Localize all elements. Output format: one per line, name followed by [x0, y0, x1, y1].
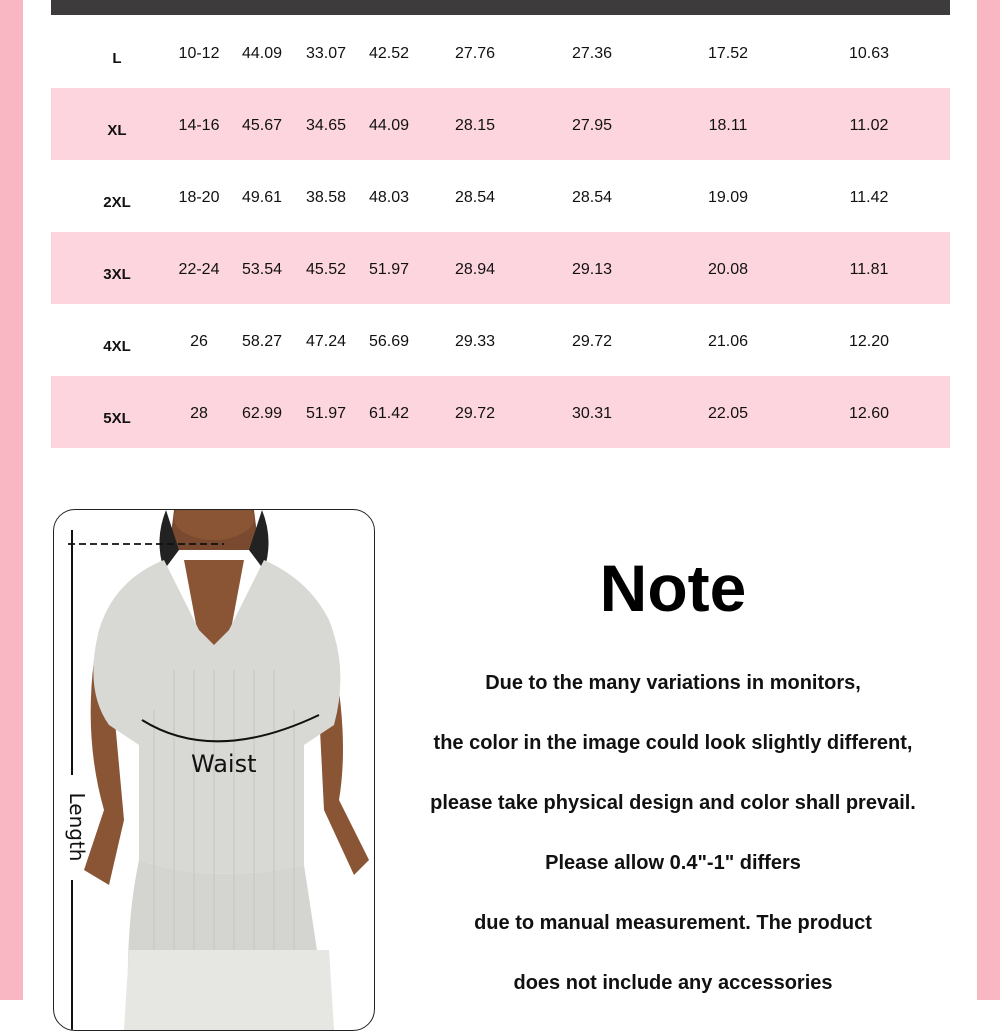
measurement-cell: 29.33 — [454, 333, 496, 350]
measurement-cell: 21.06 — [707, 333, 749, 350]
measurement-cell: 58.27 — [241, 333, 283, 350]
measurement-cell: 11.81 — [849, 261, 889, 278]
note-line: does not include any accessories — [513, 972, 833, 994]
measurement-cell: 14-16 — [178, 117, 220, 134]
table-row — [51, 16, 950, 88]
measurement-cell: 38.58 — [305, 189, 347, 206]
waist-label: Waist — [191, 750, 257, 778]
measurement-cell: 11.42 — [849, 189, 889, 206]
measurement-cell: 19.09 — [707, 189, 749, 206]
measurement-cell: 28.54 — [571, 189, 613, 206]
measurement-cell: 22-24 — [178, 261, 220, 278]
measurement-cell: 28 — [190, 405, 208, 422]
size-label: 4XL — [103, 338, 131, 355]
measurement-cell: 45.52 — [305, 261, 347, 278]
left-pink-border — [0, 0, 23, 1000]
table-row — [51, 88, 950, 160]
measurement-cell: 29.72 — [454, 405, 496, 422]
measurement-cell: 28.54 — [454, 189, 496, 206]
note-line: please take physical design and color shall prevail. — [430, 792, 916, 814]
product-measurement-diagram — [53, 509, 375, 1031]
measurement-cell: 56.69 — [368, 333, 410, 350]
table-row — [51, 232, 950, 304]
measurement-cell: 29.13 — [571, 261, 613, 278]
measurement-cell: 51.97 — [368, 261, 410, 278]
size-label: L — [112, 50, 122, 67]
measurement-cell: 27.36 — [571, 45, 613, 62]
table-header-bar — [51, 0, 950, 15]
measurement-cell: 53.54 — [241, 261, 283, 278]
measurement-cell: 27.76 — [454, 45, 496, 62]
measurement-cell: 30.31 — [571, 405, 613, 422]
measurement-cell: 51.97 — [305, 405, 347, 422]
measurement-cell: 22.05 — [707, 405, 749, 422]
measurement-cell: 18.11 — [708, 117, 748, 134]
measurement-cell: 28.94 — [454, 261, 496, 278]
measurement-cell: 62.99 — [241, 405, 283, 422]
right-pink-border — [977, 0, 1000, 1000]
measurement-cell: 12.60 — [848, 405, 890, 422]
measurement-cell: 44.09 — [368, 117, 410, 134]
table-row — [51, 304, 950, 376]
note-line: Due to the many variations in monitors, — [485, 672, 861, 694]
measurement-cell: 20.08 — [707, 261, 749, 278]
measurement-cell: 61.42 — [368, 405, 410, 422]
size-label: 3XL — [103, 266, 131, 283]
note-line: the color in the image could look slightly different, — [433, 732, 913, 754]
note-title: Note — [599, 551, 747, 625]
length-label: Length — [65, 792, 89, 862]
size-label: 2XL — [103, 194, 131, 211]
measurement-cell: 44.09 — [241, 45, 283, 62]
measurement-cell: 10.63 — [848, 45, 890, 62]
measurement-cell: 12.20 — [848, 333, 890, 350]
measurement-cell: 49.61 — [241, 189, 283, 206]
measurement-cell: 48.03 — [368, 189, 410, 206]
note-line: Please allow 0.4"-1" differs — [545, 852, 801, 874]
table-row — [51, 376, 950, 448]
measurement-cell: 27.95 — [571, 117, 613, 134]
measurement-cell: 42.52 — [368, 45, 410, 62]
table-row — [51, 160, 950, 232]
measurement-cell: 45.67 — [241, 117, 283, 134]
measurement-cell: 29.72 — [571, 333, 613, 350]
measurement-cell: 18-20 — [178, 189, 220, 206]
measurement-cell: 28.15 — [454, 117, 496, 134]
size-label: XL — [107, 122, 127, 139]
size-label: 5XL — [103, 410, 131, 427]
measurement-cell: 10-12 — [178, 45, 220, 62]
measurement-cell: 17.52 — [707, 45, 749, 62]
measurement-cell: 47.24 — [305, 333, 347, 350]
measurement-cell: 34.65 — [305, 117, 347, 134]
note-line: due to manual measurement. The product — [474, 912, 872, 934]
measurement-cell: 26 — [190, 333, 208, 350]
measurement-cell: 33.07 — [305, 45, 347, 62]
measurement-cell: 11.02 — [849, 117, 889, 134]
